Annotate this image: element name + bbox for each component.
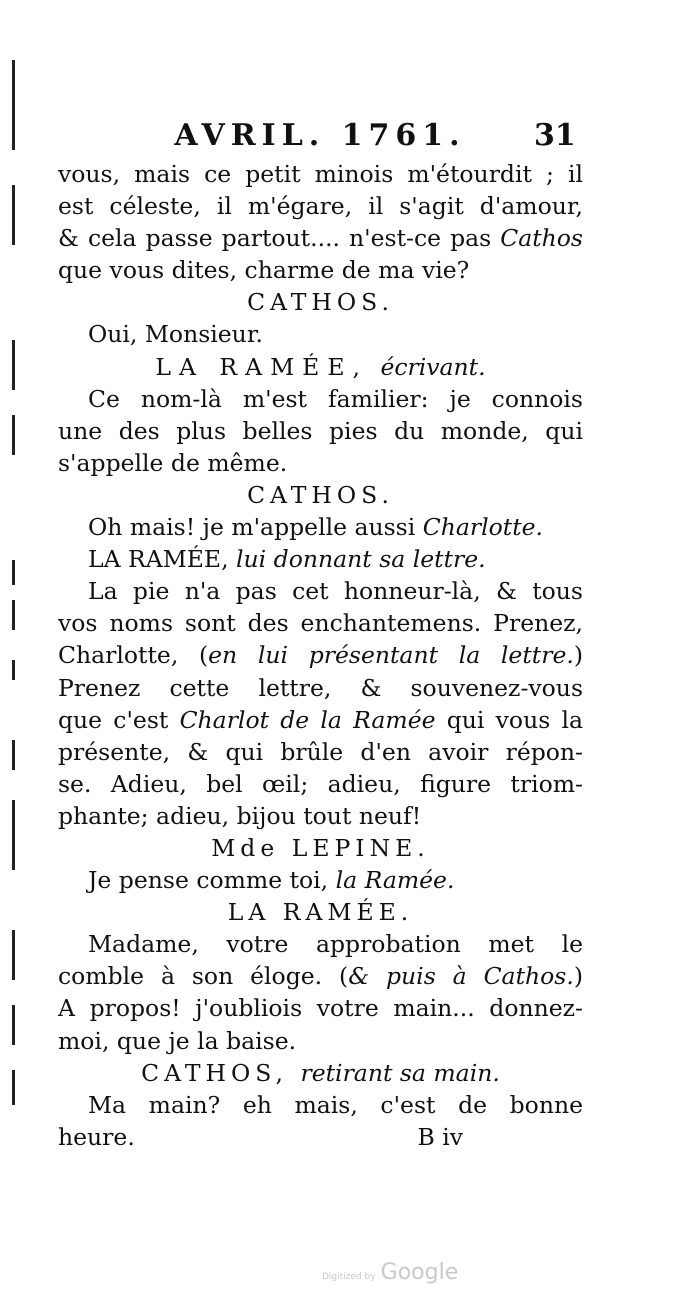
speaker-name: CATHOS. xyxy=(247,480,394,509)
body-text xyxy=(58,158,583,1153)
text-line: Ma main? eh mais, c'est de bonne xyxy=(88,1090,583,1119)
text-line: une des plus belles pies du monde, qui xyxy=(58,416,583,445)
watermark-prefix: Digitized by xyxy=(322,1272,376,1282)
speaker-name: Mde LEPINE. xyxy=(211,833,430,862)
text-line: vos noms sont des enchantemens. Prenez, xyxy=(58,609,583,638)
speaker-name: CATHOS. xyxy=(247,288,394,317)
text-line: Charlotte, (en lui présentant la lettre.) xyxy=(58,641,583,670)
speaker-name: LA RAMÉE, lui donnant sa lettre. xyxy=(88,545,486,574)
text-line: La pie n'a pas cet honneur-là, & tous xyxy=(88,577,583,606)
text-line: Madame, votre approbation met le xyxy=(88,930,583,959)
digitized-watermark xyxy=(322,1260,458,1285)
text-line: moi, que je la baise. xyxy=(58,1026,297,1055)
text-line: Oui, Monsieur. xyxy=(88,320,263,349)
speaker-name: LA RAMÉE. xyxy=(227,898,414,927)
text-line: que vous dites, charme de ma vie? xyxy=(58,256,470,285)
text-line: vous, mais ce petit minois m'étourdit ; il xyxy=(58,160,583,188)
speaker-name: CATHOS, retirant sa main. xyxy=(141,1058,500,1087)
text-line: présente, & qui brûle d'en avoir répon- xyxy=(58,737,583,766)
margin-marks xyxy=(0,0,30,1314)
text-line: A propos! j'oubliois votre main... donnez- xyxy=(58,994,583,1023)
running-head: AVRIL. 1761. xyxy=(174,118,466,153)
google-logo: Google xyxy=(380,1260,459,1285)
text-line: se. Adieu, bel œil; adieu, figure triom- xyxy=(58,769,583,798)
text-line: Prenez cette lettre, & souvenez-vous xyxy=(58,673,583,702)
signature-mark: B iv xyxy=(417,1122,463,1151)
text-line: & cela passe partout.... n'est-ce pas Cathos xyxy=(58,224,583,253)
text-line: Je pense comme toi, la Ramée. xyxy=(88,866,455,895)
page-header xyxy=(0,118,673,158)
last-line xyxy=(58,1121,583,1153)
text-line: Oh mais! je m'appelle aussi Charlotte. xyxy=(88,513,544,542)
text-line: phante; adieu, bijou tout neuf! xyxy=(58,801,422,830)
text-line: que c'est Charlot de la Ramée qui vous la xyxy=(58,705,584,734)
text-line: Ce nom-là m'est familier: je connois xyxy=(88,384,583,413)
text-line: comble à son éloge. (& puis à Cathos.) xyxy=(58,962,583,991)
text-line: s'appelle de même. xyxy=(58,448,288,477)
text-line: est céleste, il m'égare, il s'agit d'amour, xyxy=(58,192,583,221)
page-number: 31 xyxy=(534,118,576,153)
speaker-name: LA RAMÉE, écrivant. xyxy=(155,352,486,381)
text-line: heure. xyxy=(58,1122,135,1151)
